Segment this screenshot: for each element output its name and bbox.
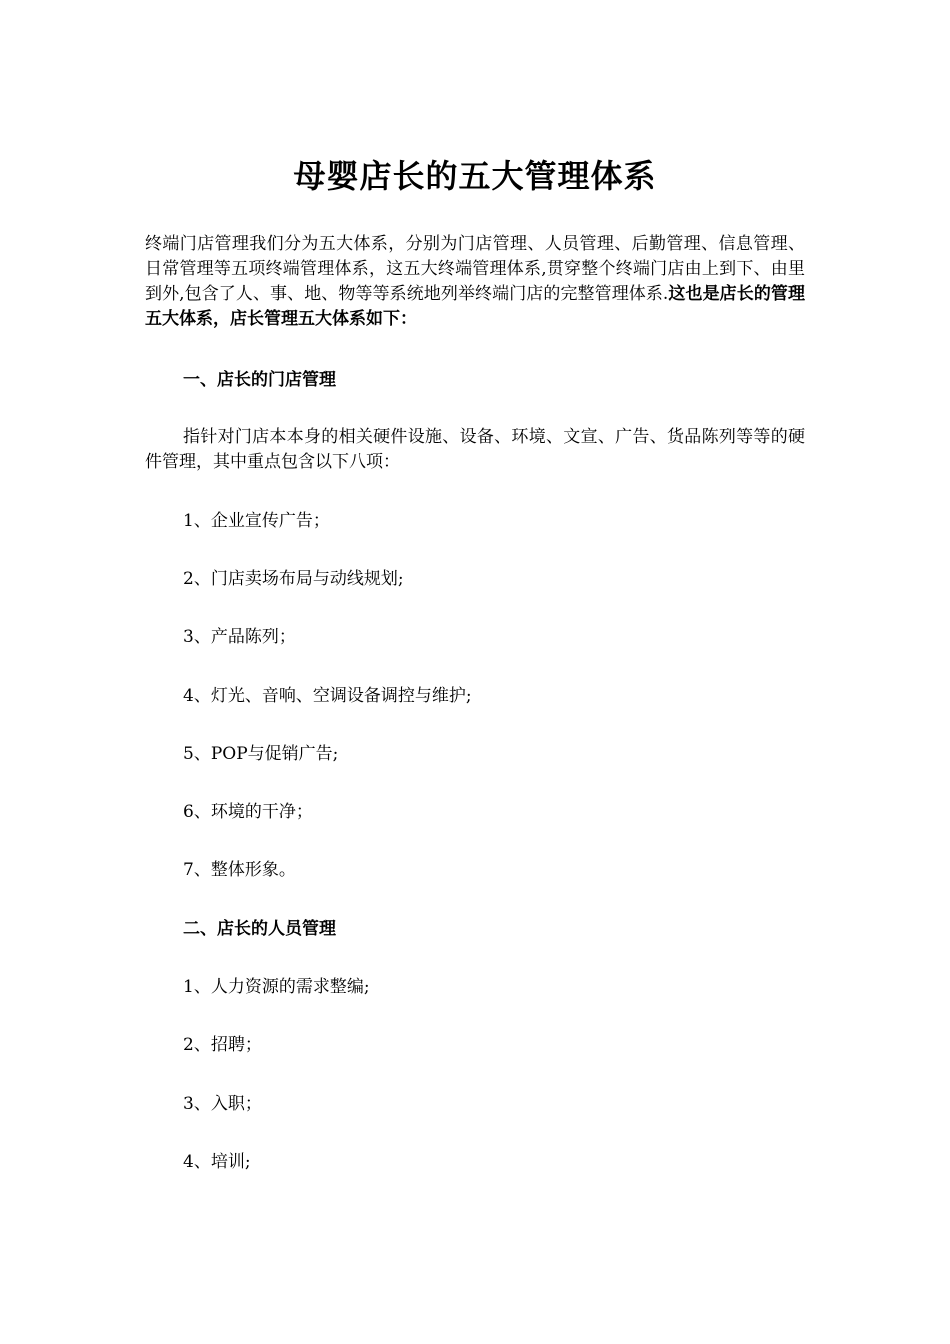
document-title: 母婴店长的五大管理体系 <box>293 157 657 195</box>
intro-text: 终端门店管理我们分为五大体系，分别为门店管理、人员管理、后勤管理、信息管理、日常管理等五项终端管理体系，这五大终端管理体系,贯穿整个终端门店由上到下、由里到外,包含了人、事、地、物等等系统地列举终端门店的完整管理体系. <box>145 234 805 304</box>
section1-item-5: 5、POP与促销广告; <box>183 744 339 764</box>
section2-heading: 二、店长的人员管理 <box>183 919 336 939</box>
section1-item-7: 7、整体形象。 <box>183 860 296 880</box>
section1-item-1: 1、企业宣传广告； <box>183 511 330 531</box>
section1-item-3: 3、产品陈列； <box>183 627 296 647</box>
section2-item-4: 4、培训; <box>183 1152 251 1172</box>
intro-bold-text: 这也是店长的管理五大体系，店长管理五大体系如下： <box>145 284 805 329</box>
intro-paragraph <box>145 232 805 332</box>
section1-item-6: 6、环境的干净； <box>183 802 313 822</box>
section1-item-4: 4、灯光、音响、空调设备调控与维护; <box>183 686 472 706</box>
section2-item-2: 2、招聘； <box>183 1035 262 1055</box>
section1-heading: 一、店长的门店管理 <box>183 370 336 390</box>
section1-description: 指针对门店本本身的相关硬件设施、设备、环境、文宣、广告、货品陈列等等的硬件管理，其中重点包含以下八项： <box>145 427 805 472</box>
section2-item-1: 1、人力资源的需求整编; <box>183 977 370 997</box>
section1-item-2: 2、门店卖场布局与动线规划; <box>183 569 404 589</box>
section2-item-3: 3、入职； <box>183 1094 262 1114</box>
